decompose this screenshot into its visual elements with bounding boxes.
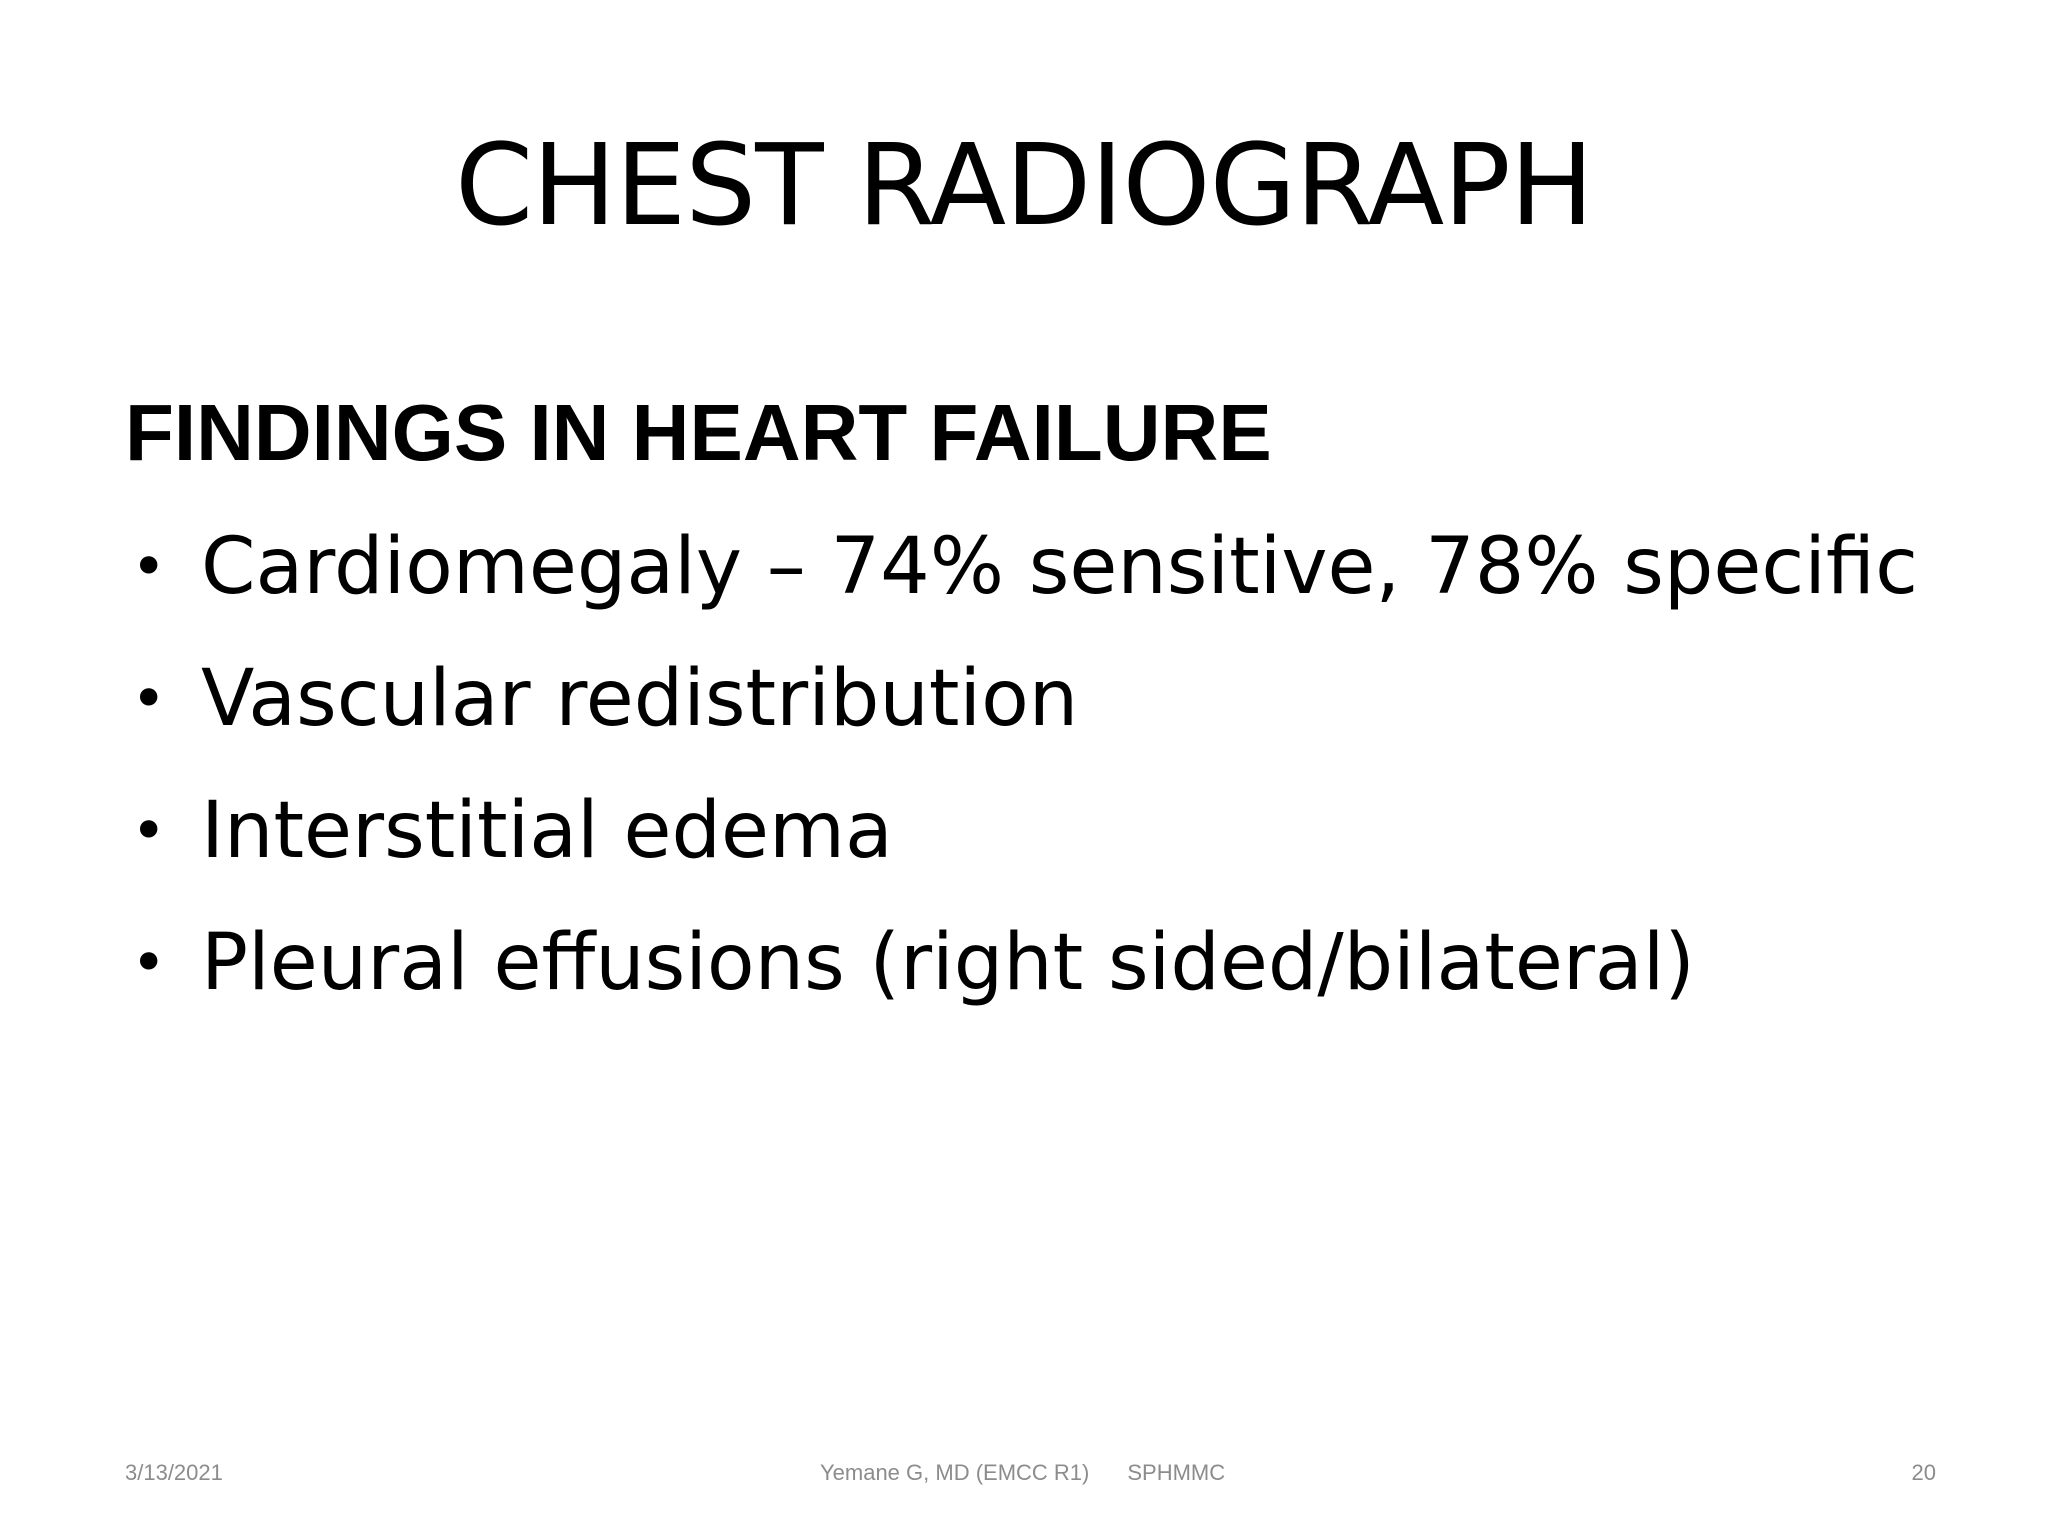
footer-author: Yemane G, MD (EMCC R1) bbox=[820, 1460, 1090, 1485]
bullet-item bbox=[125, 786, 1975, 876]
bullet-icon: • bbox=[131, 532, 167, 602]
footer-organization: SPHMMC bbox=[1127, 1460, 1226, 1485]
footer-page-number: 20 bbox=[1911, 1460, 1936, 1485]
bullet-item bbox=[125, 918, 1975, 1008]
bullet-text: Pleural effusions (right sided/bilateral) bbox=[201, 918, 1695, 1008]
section-heading: FINDINGS IN HEART FAILURE bbox=[125, 388, 1272, 477]
bullet-icon: • bbox=[131, 796, 167, 866]
footer-date: 3/13/2021 bbox=[125, 1460, 223, 1485]
footer-center bbox=[820, 1460, 1225, 1486]
bullet-icon: • bbox=[131, 664, 167, 734]
slide-content bbox=[125, 388, 1975, 1050]
slide-title: CHEST RADIOGRAPH bbox=[454, 121, 1594, 251]
bullet-text: Vascular redistribution bbox=[201, 654, 1079, 744]
bullet-text: Cardiomegaly – 74% sensitive, 78% specific bbox=[201, 522, 1918, 612]
bullet-icon: • bbox=[131, 928, 167, 998]
bullet-item bbox=[125, 654, 1975, 744]
bullet-text: Interstitial edema bbox=[201, 786, 893, 876]
bullet-item bbox=[125, 522, 1975, 612]
bullet-list bbox=[125, 522, 1975, 1008]
